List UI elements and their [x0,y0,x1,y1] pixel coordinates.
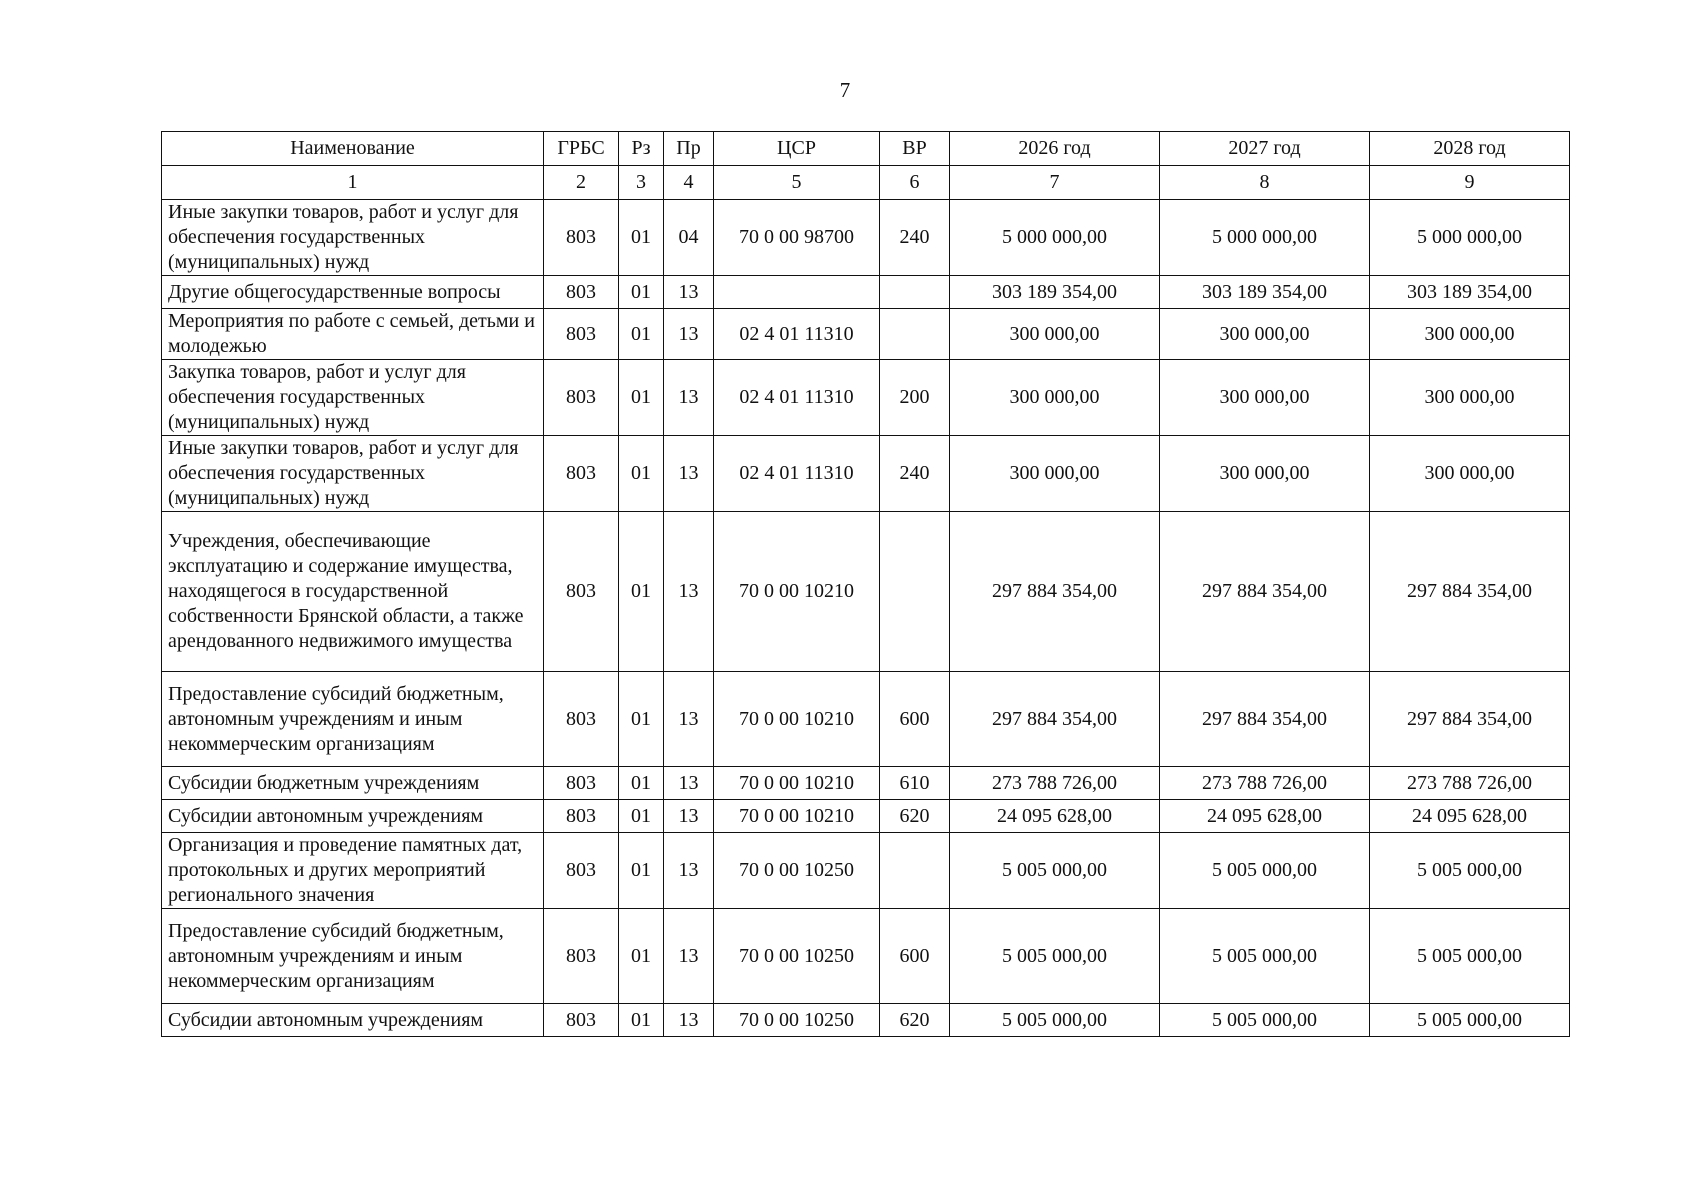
cell-2027: 303 189 354,00 [1160,276,1370,309]
cell-csr: 02 4 01 11310 [714,309,880,360]
cell-2026: 5 000 000,00 [950,200,1160,276]
cell-2028: 297 884 354,00 [1370,512,1570,672]
cell-pr: 04 [664,200,714,276]
cell-name: Другие общегосударственные вопросы [162,276,544,309]
cell-2027: 24 095 628,00 [1160,800,1370,833]
cell-rz: 01 [619,833,664,909]
table-row [162,1004,1570,1037]
column-number: 1 [162,166,544,200]
cell-pr: 13 [664,276,714,309]
cell-2028: 5 005 000,00 [1370,1004,1570,1037]
table-row [162,672,1570,767]
cell-2027: 5 005 000,00 [1160,1004,1370,1037]
cell-2026: 24 095 628,00 [950,800,1160,833]
cell-2026: 300 000,00 [950,436,1160,512]
cell-rz: 01 [619,309,664,360]
cell-grbs: 803 [544,360,619,436]
cell-name: Иные закупки товаров, работ и услуг для обеспечения государственных (муниципальных) нужд [162,436,544,512]
cell-rz: 01 [619,767,664,800]
cell-rz: 01 [619,672,664,767]
cell-name: Предоставление субсидий бюджетным, автономным учреждениям и иным некоммерческим организациям [162,672,544,767]
cell-name: Субсидии бюджетным учреждениям [162,767,544,800]
column-number: 9 [1370,166,1570,200]
cell-name: Иные закупки товаров, работ и услуг для обеспечения государственных (муниципальных) нужд [162,200,544,276]
column-number: 5 [714,166,880,200]
header-2028: 2028 год [1370,132,1570,166]
cell-2027: 273 788 726,00 [1160,767,1370,800]
cell-2026: 297 884 354,00 [950,512,1160,672]
cell-2028: 297 884 354,00 [1370,672,1570,767]
cell-2027: 300 000,00 [1160,309,1370,360]
column-number: 2 [544,166,619,200]
cell-vr: 600 [880,909,950,1004]
cell-csr: 70 0 00 10250 [714,909,880,1004]
cell-rz: 01 [619,200,664,276]
cell-name: Субсидии автономным учреждениям [162,800,544,833]
table-row [162,512,1570,672]
cell-pr: 13 [664,309,714,360]
table-row [162,833,1570,909]
cell-2026: 300 000,00 [950,309,1160,360]
table-row [162,200,1570,276]
cell-2027: 297 884 354,00 [1160,672,1370,767]
cell-2028: 5 005 000,00 [1370,909,1570,1004]
cell-vr [880,276,950,309]
cell-vr: 240 [880,436,950,512]
cell-rz: 01 [619,276,664,309]
cell-grbs: 803 [544,909,619,1004]
cell-grbs: 803 [544,436,619,512]
cell-2026: 5 005 000,00 [950,1004,1160,1037]
cell-vr: 240 [880,200,950,276]
cell-2027: 5 005 000,00 [1160,833,1370,909]
cell-2027: 5 005 000,00 [1160,909,1370,1004]
cell-csr: 70 0 00 10250 [714,833,880,909]
cell-vr [880,833,950,909]
cell-2026: 303 189 354,00 [950,276,1160,309]
header-name: Наименование [162,132,544,166]
cell-rz: 01 [619,909,664,1004]
cell-grbs: 803 [544,276,619,309]
cell-rz: 01 [619,436,664,512]
cell-pr: 13 [664,1004,714,1037]
header-pr: Пр [664,132,714,166]
table-row [162,909,1570,1004]
header-row [162,132,1570,166]
cell-2026: 5 005 000,00 [950,909,1160,1004]
cell-rz: 01 [619,800,664,833]
cell-2027: 5 000 000,00 [1160,200,1370,276]
cell-2026: 273 788 726,00 [950,767,1160,800]
cell-name: Учреждения, обеспечивающие эксплуатацию и содержание имущества, находящегося в государственной собственности Брянской области, а также арендованного недвижимого имущества [162,512,544,672]
cell-2028: 300 000,00 [1370,309,1570,360]
cell-pr: 13 [664,672,714,767]
cell-rz: 01 [619,512,664,672]
cell-csr: 70 0 00 10210 [714,800,880,833]
header-rz: Рз [619,132,664,166]
cell-name: Закупка товаров, работ и услуг для обеспечения государственных (муниципальных) нужд [162,360,544,436]
table-row [162,309,1570,360]
budget-table [161,131,1570,1037]
cell-pr: 13 [664,800,714,833]
cell-name: Мероприятия по работе с семьей, детьми и молодежью [162,309,544,360]
cell-vr: 600 [880,672,950,767]
cell-2028: 303 189 354,00 [1370,276,1570,309]
cell-2028: 5 000 000,00 [1370,200,1570,276]
cell-2028: 300 000,00 [1370,436,1570,512]
cell-csr: 02 4 01 11310 [714,436,880,512]
cell-2026: 300 000,00 [950,360,1160,436]
table-row [162,360,1570,436]
cell-2026: 297 884 354,00 [950,672,1160,767]
header-csr: ЦСР [714,132,880,166]
cell-vr: 620 [880,800,950,833]
cell-rz: 01 [619,360,664,436]
header-2026: 2026 год [950,132,1160,166]
cell-pr: 13 [664,767,714,800]
table-row [162,800,1570,833]
cell-pr: 13 [664,909,714,1004]
cell-vr: 200 [880,360,950,436]
column-number: 6 [880,166,950,200]
table-row [162,436,1570,512]
cell-vr [880,309,950,360]
cell-name: Организация и проведение памятных дат, протокольных и других мероприятий регионального значения [162,833,544,909]
cell-grbs: 803 [544,1004,619,1037]
header-grbs: ГРБС [544,132,619,166]
header-vr: ВР [880,132,950,166]
cell-csr: 02 4 01 11310 [714,360,880,436]
page-number: 7 [839,78,851,102]
cell-grbs: 803 [544,800,619,833]
cell-pr: 13 [664,360,714,436]
cell-vr [880,512,950,672]
cell-2027: 297 884 354,00 [1160,512,1370,672]
cell-csr: 70 0 00 10210 [714,767,880,800]
cell-vr: 620 [880,1004,950,1037]
cell-2027: 300 000,00 [1160,436,1370,512]
cell-pr: 13 [664,512,714,672]
column-number: 4 [664,166,714,200]
table-row [162,767,1570,800]
cell-grbs: 803 [544,512,619,672]
cell-2026: 5 005 000,00 [950,833,1160,909]
cell-grbs: 803 [544,833,619,909]
cell-grbs: 803 [544,309,619,360]
cell-grbs: 803 [544,672,619,767]
cell-csr: 70 0 00 10210 [714,512,880,672]
cell-name: Предоставление субсидий бюджетным, автономным учреждениям и иным некоммерческим организациям [162,909,544,1004]
column-number-row [162,166,1570,200]
cell-name: Субсидии автономным учреждениям [162,1004,544,1037]
cell-2028: 5 005 000,00 [1370,833,1570,909]
cell-csr: 70 0 00 10250 [714,1004,880,1037]
cell-pr: 13 [664,833,714,909]
cell-2028: 273 788 726,00 [1370,767,1570,800]
cell-2028: 300 000,00 [1370,360,1570,436]
cell-2028: 24 095 628,00 [1370,800,1570,833]
cell-2027: 300 000,00 [1160,360,1370,436]
cell-csr: 70 0 00 98700 [714,200,880,276]
cell-grbs: 803 [544,200,619,276]
header-2027: 2027 год [1160,132,1370,166]
cell-grbs: 803 [544,767,619,800]
column-number: 8 [1160,166,1370,200]
column-number: 3 [619,166,664,200]
cell-csr [714,276,880,309]
column-number: 7 [950,166,1160,200]
table-row [162,276,1570,309]
cell-vr: 610 [880,767,950,800]
cell-csr: 70 0 00 10210 [714,672,880,767]
cell-rz: 01 [619,1004,664,1037]
cell-pr: 13 [664,436,714,512]
